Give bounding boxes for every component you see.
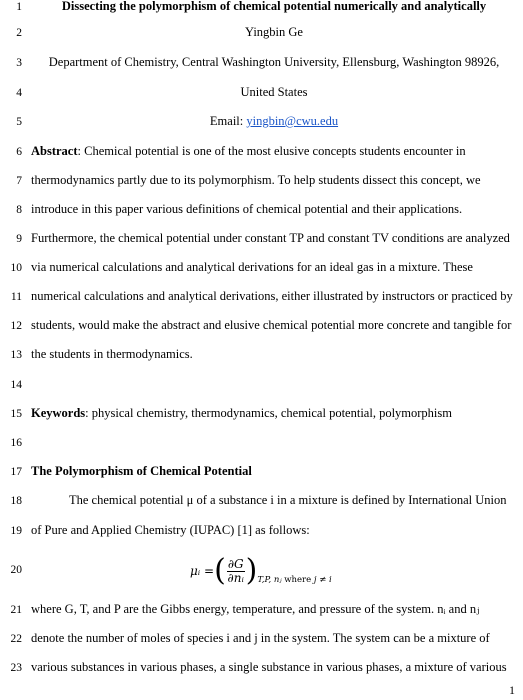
line-number: 4 xyxy=(16,87,22,99)
line-number: 20 xyxy=(10,564,22,576)
equation-close-paren: ) xyxy=(245,553,258,588)
affiliation-line: United States xyxy=(240,85,308,99)
line-number: 7 xyxy=(16,175,22,187)
line-number: 19 xyxy=(10,525,22,537)
line-number: 14 xyxy=(10,379,22,391)
line-number: 22 xyxy=(10,633,22,645)
line-number: 9 xyxy=(16,233,22,245)
email-line xyxy=(31,114,517,129)
abstract-line: introduce in this paper various definitions of chemical potential and their applications. xyxy=(31,202,463,216)
equation-fraction xyxy=(227,558,245,585)
page-number: 1 xyxy=(509,683,515,697)
abstract-line: numerical calculations and analytical derivations, either illustrated by instructors or practiced by xyxy=(31,289,513,303)
equation-open-paren: ( xyxy=(214,553,226,588)
keywords-label: Keywords xyxy=(31,406,86,420)
line-number: 11 xyxy=(10,291,22,303)
keywords-line xyxy=(31,406,517,421)
equation-denominator: ∂nᵢ xyxy=(227,570,244,585)
abstract-line: students, would make the abstract and elusive chemical potential more concrete and tangible for xyxy=(31,318,512,332)
email-label: Email: xyxy=(209,114,247,128)
keywords-text: : physical chemistry, thermodynamics, chemical potential, polymorphism xyxy=(85,406,452,420)
line-number: 5 xyxy=(16,116,22,128)
email-link[interactable]: yingbin@cwu.edu xyxy=(246,114,339,128)
line-number: 13 xyxy=(10,349,22,361)
line-number: 2 xyxy=(16,27,22,39)
body-line: The chemical potential μ of a substance i in a mixture is defined by International Union xyxy=(69,493,507,507)
abstract-line xyxy=(31,144,517,159)
line-number: 10 xyxy=(10,262,22,274)
equation-lhs: μᵢ = xyxy=(190,564,215,578)
abstract-line: the students in thermodynamics. xyxy=(31,347,193,361)
abstract-line: thermodynamics partly due to its polymorphism. To help students dissect this concept, we xyxy=(31,173,481,187)
equation-subscript-vars: T,P, nⱼ xyxy=(257,575,282,585)
body-line: various substances in various phases, a single substance in various phases, a mixture of various xyxy=(31,660,507,674)
abstract-line: via numerical calculations and analytical derivations for an ideal gas in a mixture. These xyxy=(31,260,473,274)
line-number: 8 xyxy=(16,204,22,216)
abstract-line: Furthermore, the chemical potential under constant TP and constant TV conditions are analyzed xyxy=(31,231,510,245)
equation-subscript xyxy=(257,575,331,585)
author-name: Yingbin Ge xyxy=(245,25,303,39)
line-number: 1 xyxy=(16,1,22,13)
affiliation-line: Department of Chemistry, Central Washington University, Ellensburg, Washington 98926, xyxy=(48,55,500,69)
line-number: 12 xyxy=(10,320,22,332)
line-number: 18 xyxy=(10,495,22,507)
equation-subscript-text: where xyxy=(281,575,314,585)
paper-title: Dissecting the polymorphism of chemical potential numerically and analytically xyxy=(61,0,487,13)
line-number: 6 xyxy=(16,146,22,158)
body-line: where G, T, and P are the Gibbs energy, temperature, and pressure of the system. nᵢ and nⱼ xyxy=(31,602,480,616)
equation-condition: j ≠ i xyxy=(313,575,332,585)
line-number: 21 xyxy=(10,604,22,616)
line-number: 3 xyxy=(16,57,22,69)
body-line: of Pure and Applied Chemistry (IUPAC) [1] as follows: xyxy=(31,523,310,537)
equation-numerator: ∂G xyxy=(227,556,244,571)
line-number: 16 xyxy=(10,437,22,449)
abstract-text: : Chemical potential is one of the most elusive concepts students encounter in xyxy=(77,144,466,158)
body-line: denote the number of moles of species i and j in the system. The system can be a mixture of xyxy=(31,631,490,645)
line-number: 23 xyxy=(10,662,22,674)
line-number: 17 xyxy=(10,466,22,478)
section-heading: The Polymorphism of Chemical Potential xyxy=(31,464,252,478)
abstract-label: Abstract xyxy=(31,144,78,158)
equation-chemical-potential xyxy=(190,555,332,587)
line-number: 15 xyxy=(10,408,22,420)
